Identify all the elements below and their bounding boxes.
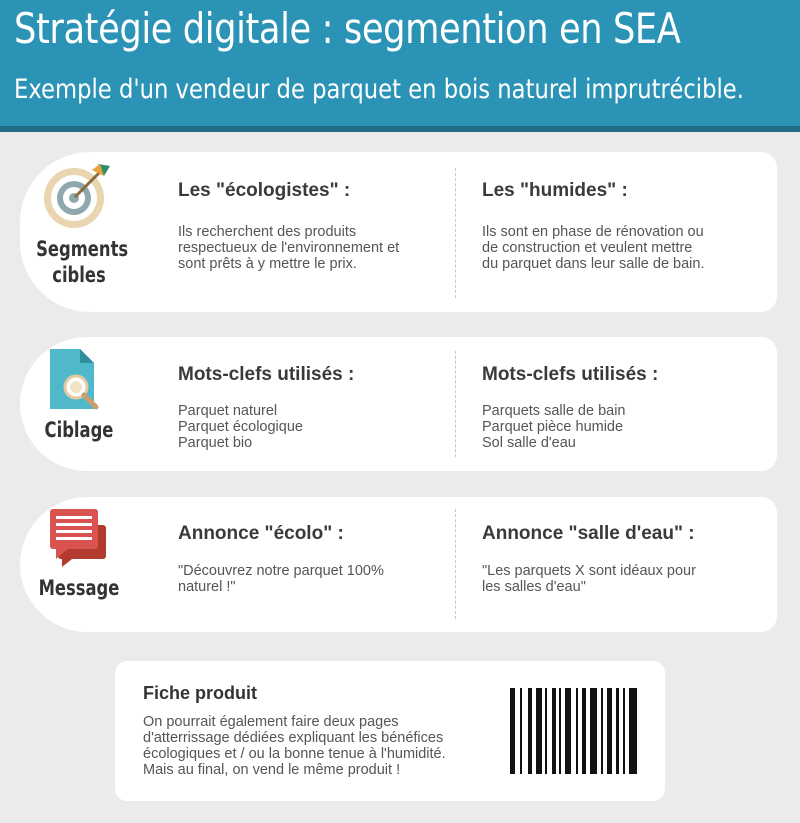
- ad-ecolo-text: [178, 563, 438, 595]
- text-line: écologiques et / ou la bonne tenue à l'humidité.: [143, 746, 446, 762]
- page-subtitle: Exemple d'un vendeur de parquet en bois naturel imprutrécible.: [14, 74, 744, 105]
- segment-humides: [482, 180, 762, 272]
- keyword-item: Parquet pièce humide: [482, 419, 624, 435]
- keywords-ecologistes-list: [178, 403, 438, 451]
- text-line: Mais au final, on vend le même produit !: [143, 762, 401, 778]
- page-title: Stratégie digitale : segmention en SEA: [14, 4, 681, 53]
- text-line: sont prêts à y mettre le prix.: [178, 256, 357, 272]
- text-line: "Découvrez notre parquet 100%: [178, 563, 384, 579]
- ad-ecolo: [178, 523, 438, 595]
- keywords-humides-list: [482, 403, 762, 451]
- column-divider: [455, 351, 456, 457]
- segments-label-line1: Segments: [36, 237, 129, 261]
- text-line: du parquet dans leur salle de bain.: [482, 256, 705, 272]
- target-with-arrow-icon: [42, 162, 112, 230]
- segment-ecologistes-text: [178, 224, 438, 272]
- document-magnifier-icon: [46, 347, 106, 413]
- ad-salle-deau: [482, 523, 762, 595]
- keywords-ecologistes-title: Mots-clefs utilisés :: [178, 364, 355, 385]
- segment-ecologistes: [178, 180, 438, 272]
- text-line: On pourrait également faire deux pages: [143, 714, 399, 730]
- fiche-produit-card: [115, 661, 665, 801]
- text-line: respectueux de l'environnement et: [178, 240, 400, 256]
- segment-ecologistes-title: Les "écologistes" :: [178, 180, 351, 201]
- text-line: de construction et veulent mettre: [482, 240, 693, 256]
- ad-salle-deau-title: Annonce "salle d'eau" :: [482, 523, 695, 544]
- column-divider: [455, 168, 456, 298]
- segment-humides-text: [482, 224, 762, 272]
- message-row: [0, 497, 800, 632]
- message-bubbles-icon: [48, 507, 108, 569]
- text-line: naturel !": [178, 579, 236, 595]
- segments-row: [0, 152, 800, 312]
- message-label: [36, 575, 122, 601]
- text-line: Ils sont en phase de rénovation ou: [482, 224, 704, 240]
- header-divider: [0, 126, 800, 132]
- segment-humides-title: Les "humides" :: [482, 180, 628, 201]
- text-line: "Les parquets X sont idéaux pour: [482, 563, 696, 579]
- segments-label-line2: cibles: [52, 263, 106, 287]
- barcode-icon: [510, 688, 640, 774]
- message-label-line1: Message: [38, 576, 120, 600]
- fiche-produit-text: [143, 714, 493, 778]
- keyword-item: Parquets salle de bain: [482, 403, 626, 419]
- text-line: Ils recherchent des produits: [178, 224, 357, 240]
- ad-salle-deau-text: [482, 563, 762, 595]
- keyword-item: Parquet écologique: [178, 419, 303, 435]
- keywords-ecologistes: [178, 364, 438, 451]
- keyword-item: Sol salle d'eau: [482, 435, 576, 451]
- ad-ecolo-title: Annonce "écolo" :: [178, 523, 344, 544]
- keyword-item: Parquet bio: [178, 435, 253, 451]
- ciblage-row: [0, 337, 800, 471]
- keyword-item: Parquet naturel: [178, 403, 278, 419]
- header-banner: [0, 0, 800, 126]
- segments-label: [36, 236, 129, 288]
- fiche-produit-title: Fiche produit: [143, 683, 257, 703]
- text-line: d'atterrissage dédiées expliquant les bénéfices: [143, 730, 444, 746]
- keywords-humides: [482, 364, 762, 451]
- text-line: les salles d'eau": [482, 579, 586, 595]
- column-divider: [455, 509, 456, 619]
- ciblage-label-line1: Ciblage: [44, 418, 114, 442]
- keywords-humides-title: Mots-clefs utilisés :: [482, 364, 659, 385]
- ciblage-label: [36, 417, 122, 443]
